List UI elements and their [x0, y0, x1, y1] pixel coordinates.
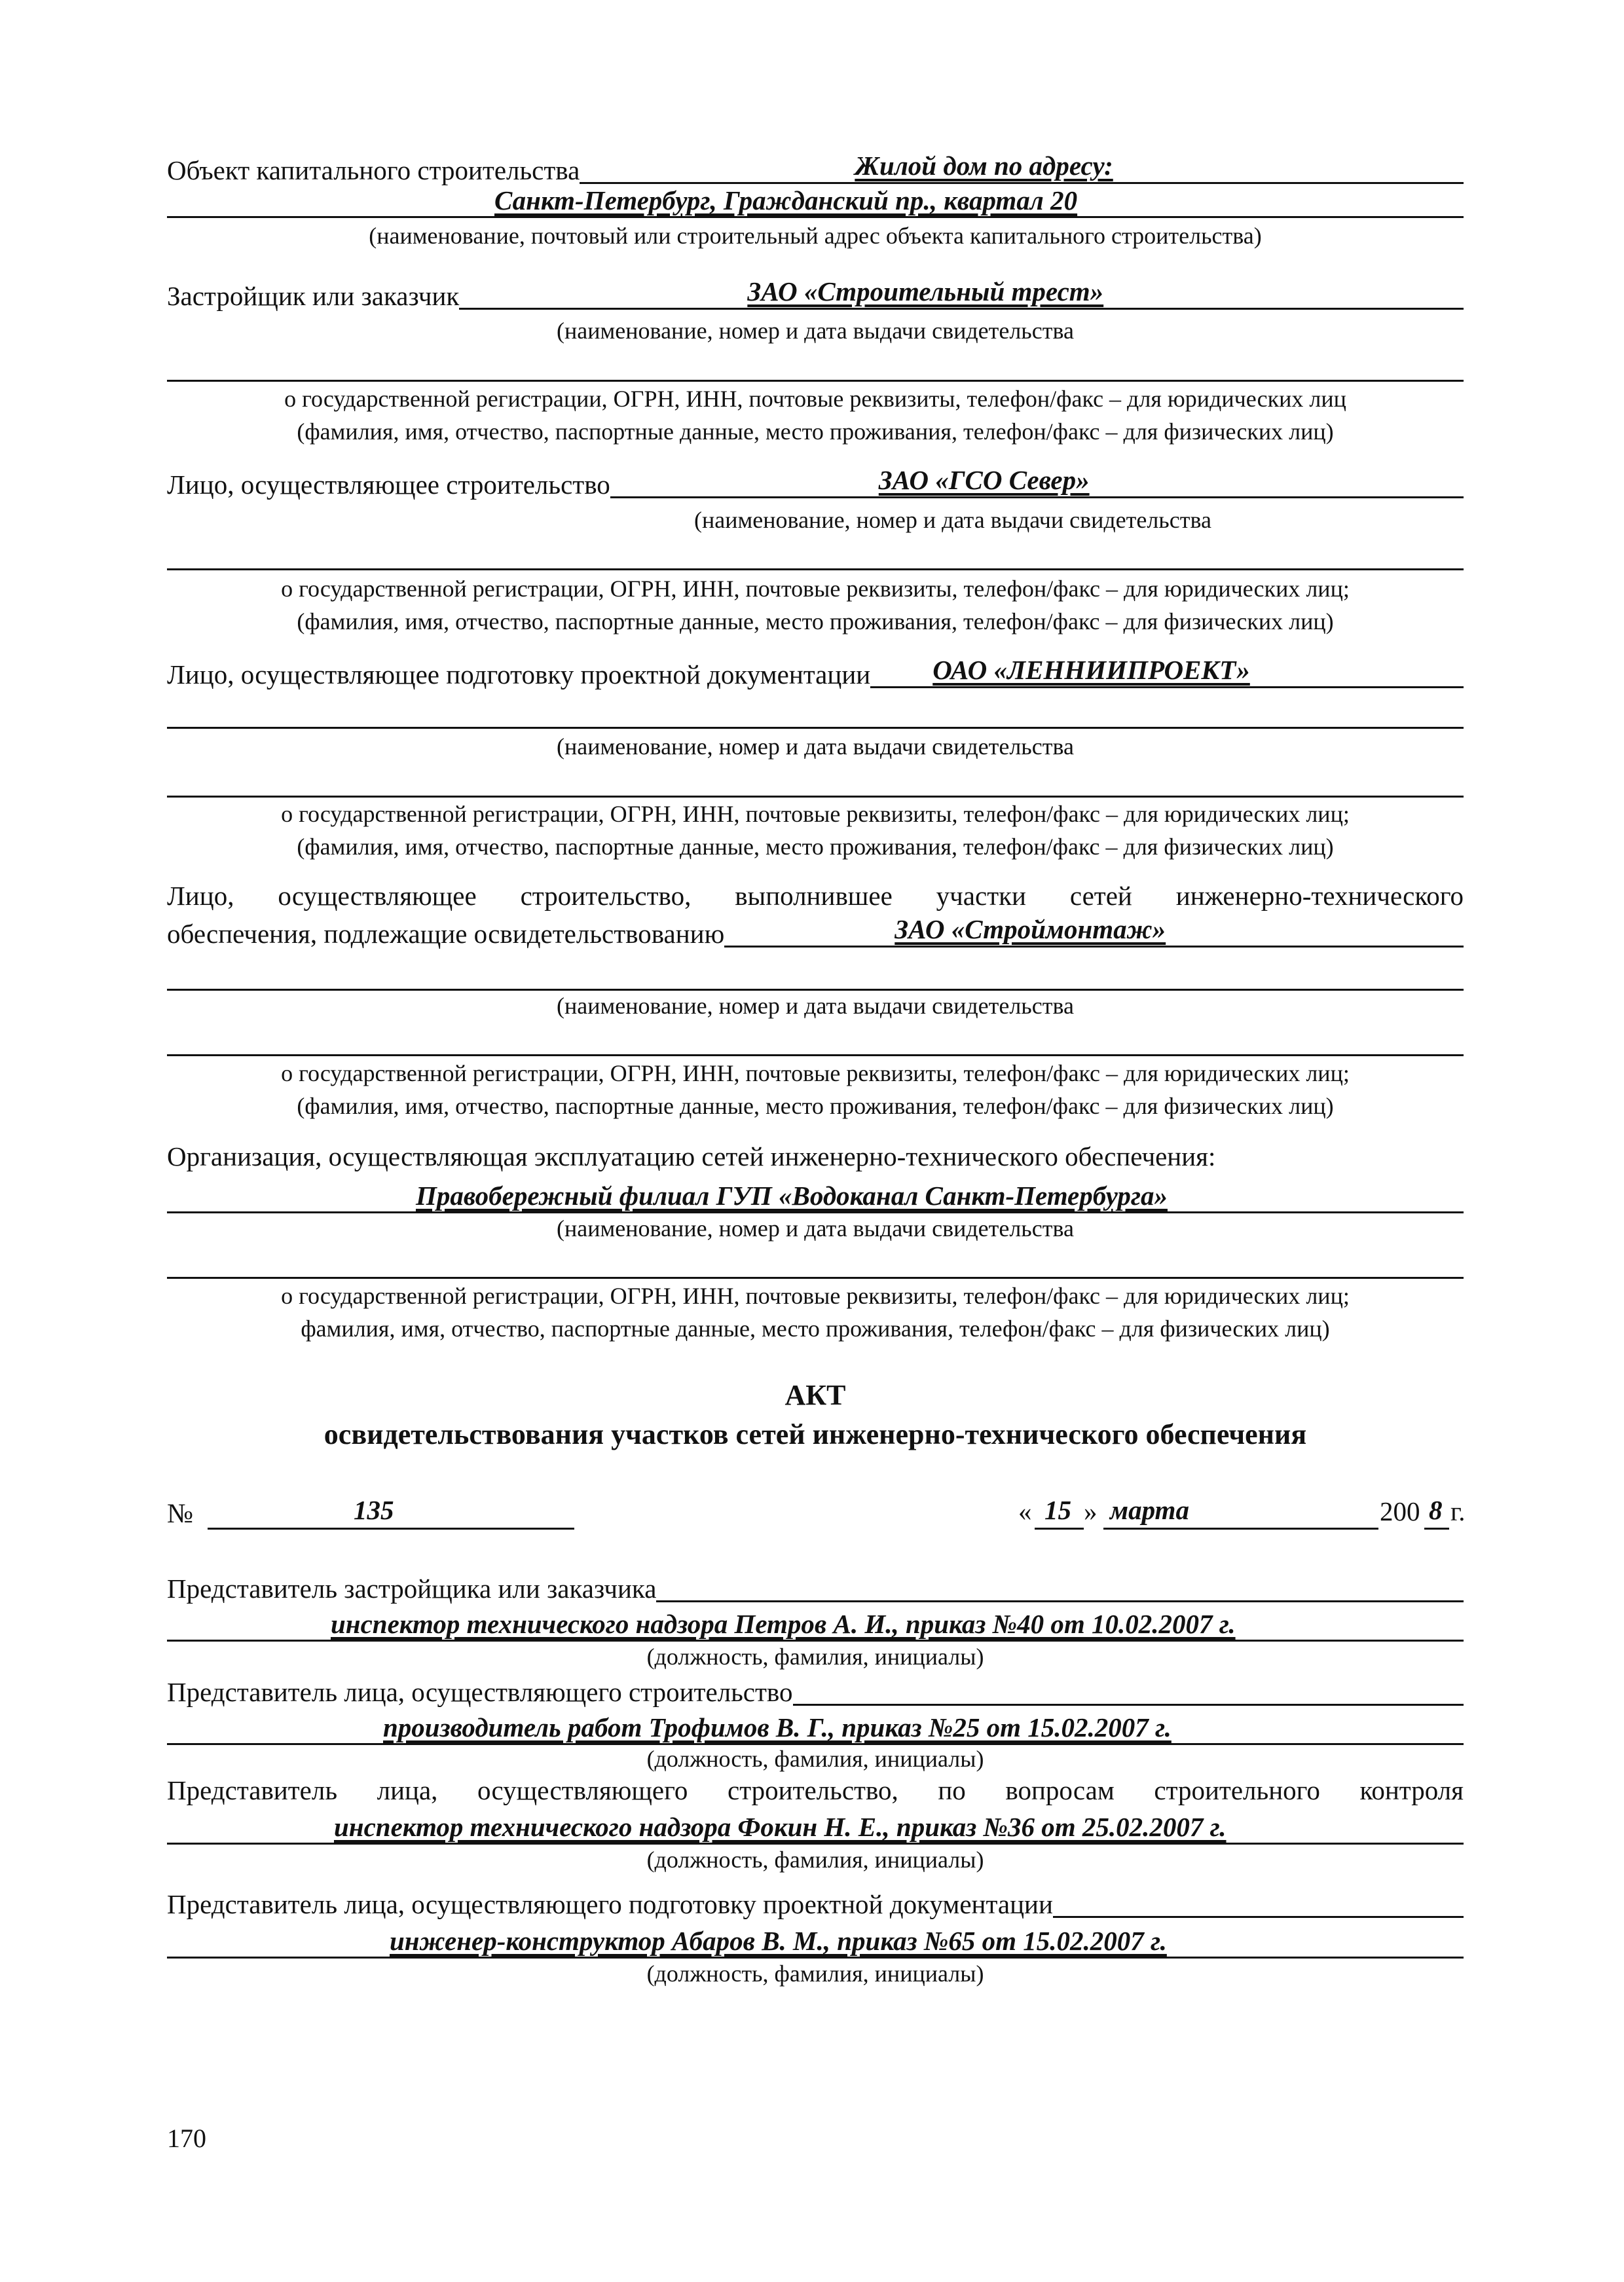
- operator-registration-hint: [167, 1279, 1464, 1346]
- hint-line1: о государственной регистрации, ОГРН, ИНН, почтовые реквизиты, телефон/факс – для юридических лиц;: [281, 801, 1350, 827]
- builder-row: [167, 466, 1464, 498]
- networks-builder-line1-text: Лицо, осуществляющее строительство, выполнившее участки сетей инженерно-технического: [167, 881, 1464, 911]
- hint-line1: о государственной регистрации, ОГРН, ИНН, почтовые реквизиты, телефон/факс – для юридических лиц: [284, 386, 1346, 412]
- object-label: Объект капитального строительства: [167, 155, 580, 185]
- object-value-line1: Жилой дом по адресу:: [580, 152, 1464, 184]
- representative-4-row: [167, 1886, 1464, 1918]
- networks-builder-caption: (наименование, номер и дата выдачи свидетельства: [557, 993, 1074, 1019]
- date-open-quote: «: [1018, 1496, 1032, 1526]
- developer-caption: (наименование, номер и дата выдачи свидетельства: [557, 318, 1074, 344]
- representative-1-label: Представитель застройщика или заказчика: [167, 1573, 657, 1604]
- operator-label: Организация, осуществляющая эксплуатацию сетей инженерно-технического обеспечения:: [167, 1141, 1216, 1171]
- operator-value-wrap: [167, 1179, 1464, 1213]
- hint-line2: (фамилия, имя, отчество, паспортные данные, место проживания, телефон/факс – для физических лиц): [297, 608, 1334, 635]
- networks-builder-line1: [167, 877, 1464, 915]
- object-row: [167, 152, 1464, 184]
- networks-builder-row: [167, 915, 1464, 948]
- designer-caption: (наименование, номер и дата выдачи свидетельства: [557, 733, 1074, 760]
- act-subtitle: освидетельствования участков сетей инженерно-технического обеспечения: [323, 1418, 1307, 1450]
- representative-4-caption: (должность, фамилия, инициалы): [646, 1960, 984, 1987]
- representative-2-label-line: [793, 1674, 1464, 1706]
- developer-blank-line: [167, 347, 1464, 382]
- hint-line2: (фамилия, имя, отчество, паспортные данные, место проживания, телефон/факс – для физических лиц): [297, 834, 1334, 860]
- date-year-prefix: 200: [1380, 1496, 1420, 1526]
- designer-blank-line-1: [167, 694, 1464, 729]
- designer-label: Лицо, осуществляющее подготовку проектной документации: [167, 659, 871, 690]
- date-close-quote: »: [1084, 1496, 1098, 1526]
- object-value-line2: Санкт-Петербург, Гражданский пр., квартал 20: [494, 185, 1078, 215]
- representative-1-value-wrap: [167, 1607, 1464, 1642]
- builder-label: Лицо, осуществляющее строительство: [167, 469, 610, 500]
- date-day: 15: [1044, 1495, 1071, 1525]
- designer-row: [167, 656, 1464, 688]
- builder-value: ЗАО «ГСО Север»: [610, 466, 1464, 498]
- networks-builder-registration-hint: [167, 1057, 1464, 1123]
- builder-registration-hint: [167, 572, 1464, 638]
- hint-line2: фамилия, имя, отчество, паспортные данные, место проживания, телефон/факс – для физических лиц): [301, 1316, 1330, 1342]
- representative-3-value-wrap: [167, 1810, 1464, 1845]
- act-number-label: №: [167, 1499, 194, 1529]
- representative-1-row: [167, 1570, 1464, 1602]
- act-title: АКТ: [784, 1379, 846, 1411]
- representative-3-label: Представитель лица, осуществляющего строительство, по вопросам строительного контроля: [167, 1775, 1464, 1805]
- date-year-suffix: г.: [1450, 1496, 1466, 1526]
- networks-builder-label: обеспечения, подлежащие освидетельствованию: [167, 919, 725, 949]
- representative-4-value: инженер-конструктор Абаров В. М., приказ №65 от 15.02.2007 г.: [390, 1926, 1167, 1956]
- builder-blank-line: [167, 536, 1464, 570]
- hint-line1: о государственной регистрации, ОГРН, ИНН, почтовые реквизиты, телефон/факс – для юридических лиц;: [281, 576, 1350, 602]
- developer-value: ЗАО «Строительный трест»: [459, 278, 1464, 310]
- designer-registration-hint: [167, 798, 1464, 864]
- operator-caption: (наименование, номер и дата выдачи свидетельства: [557, 1215, 1074, 1242]
- operator-label-wrap: [167, 1138, 1464, 1175]
- operator-blank-line: [167, 1244, 1464, 1279]
- designer-value: ОАО «ЛЕННИИПРОЕКТ»: [870, 656, 1464, 688]
- representative-4-value-wrap: [167, 1924, 1464, 1959]
- networks-builder-blank-line-1: [167, 956, 1464, 991]
- operator-value: Правобережный филиал ГУП «Водоканал Санкт-Петербурга»: [416, 1181, 1168, 1211]
- hint-line1: о государственной регистрации, ОГРН, ИНН, почтовые реквизиты, телефон/факс – для юридических лиц;: [281, 1283, 1350, 1309]
- networks-builder-blank-line-2: [167, 1021, 1464, 1056]
- date-month: марта: [1110, 1495, 1189, 1525]
- representative-1-label-line: [656, 1570, 1464, 1602]
- representative-1-value: инспектор технического надзора Петров А. И., приказ №40 от 10.02.2007 г.: [331, 1609, 1236, 1639]
- designer-blank-line-2: [167, 763, 1464, 798]
- builder-caption: (наименование, номер и дата выдачи свидетельства: [694, 507, 1211, 533]
- representative-2-value: производитель работ Трофимов В. Г., приказ №25 от 15.02.2007 г.: [383, 1712, 1172, 1742]
- representative-2-row: [167, 1674, 1464, 1706]
- developer-row: [167, 278, 1464, 310]
- representative-1-caption: (должность, фамилия, инициалы): [646, 1644, 984, 1670]
- act-number-date-row: [167, 1490, 1464, 1530]
- representative-4-label: Представитель лица, осуществляющего подготовку проектной документации: [167, 1889, 1053, 1919]
- representative-3-label-wrap: [167, 1772, 1464, 1809]
- page-number: 170: [167, 2124, 206, 2153]
- object-caption: (наименование, почтовый или строительный адрес объекта капитального строительства): [369, 223, 1262, 249]
- developer-label: Застройщик или заказчик: [167, 281, 460, 311]
- object-value-line2-wrap: [167, 183, 1464, 218]
- representative-2-label: Представитель лица, осуществляющего строительство: [167, 1677, 793, 1707]
- representative-2-caption: (должность, фамилия, инициалы): [646, 1746, 984, 1772]
- act-number: 135: [354, 1495, 394, 1525]
- networks-builder-value: ЗАО «Строймонтаж»: [724, 915, 1464, 948]
- representative-3-value: инспектор технического надзора Фокин Н. Е., приказ №36 от 25.02.2007 г.: [334, 1812, 1227, 1842]
- representative-2-value-wrap: [167, 1710, 1464, 1745]
- developer-registration-hint: [167, 382, 1464, 449]
- date-year-digit: 8: [1429, 1495, 1443, 1525]
- representative-4-label-line: [1053, 1886, 1464, 1918]
- hint-line2: (фамилия, имя, отчество, паспортные данные, место проживания, телефон/факс – для физических лиц): [297, 1093, 1334, 1120]
- representative-3-caption: (должность, фамилия, инициалы): [646, 1847, 984, 1873]
- hint-line2: (фамилия, имя, отчество, паспортные данные, место проживания, телефон/факс – для физических лиц): [297, 418, 1334, 445]
- hint-line1: о государственной регистрации, ОГРН, ИНН, почтовые реквизиты, телефон/факс – для юридических лиц;: [281, 1060, 1350, 1086]
